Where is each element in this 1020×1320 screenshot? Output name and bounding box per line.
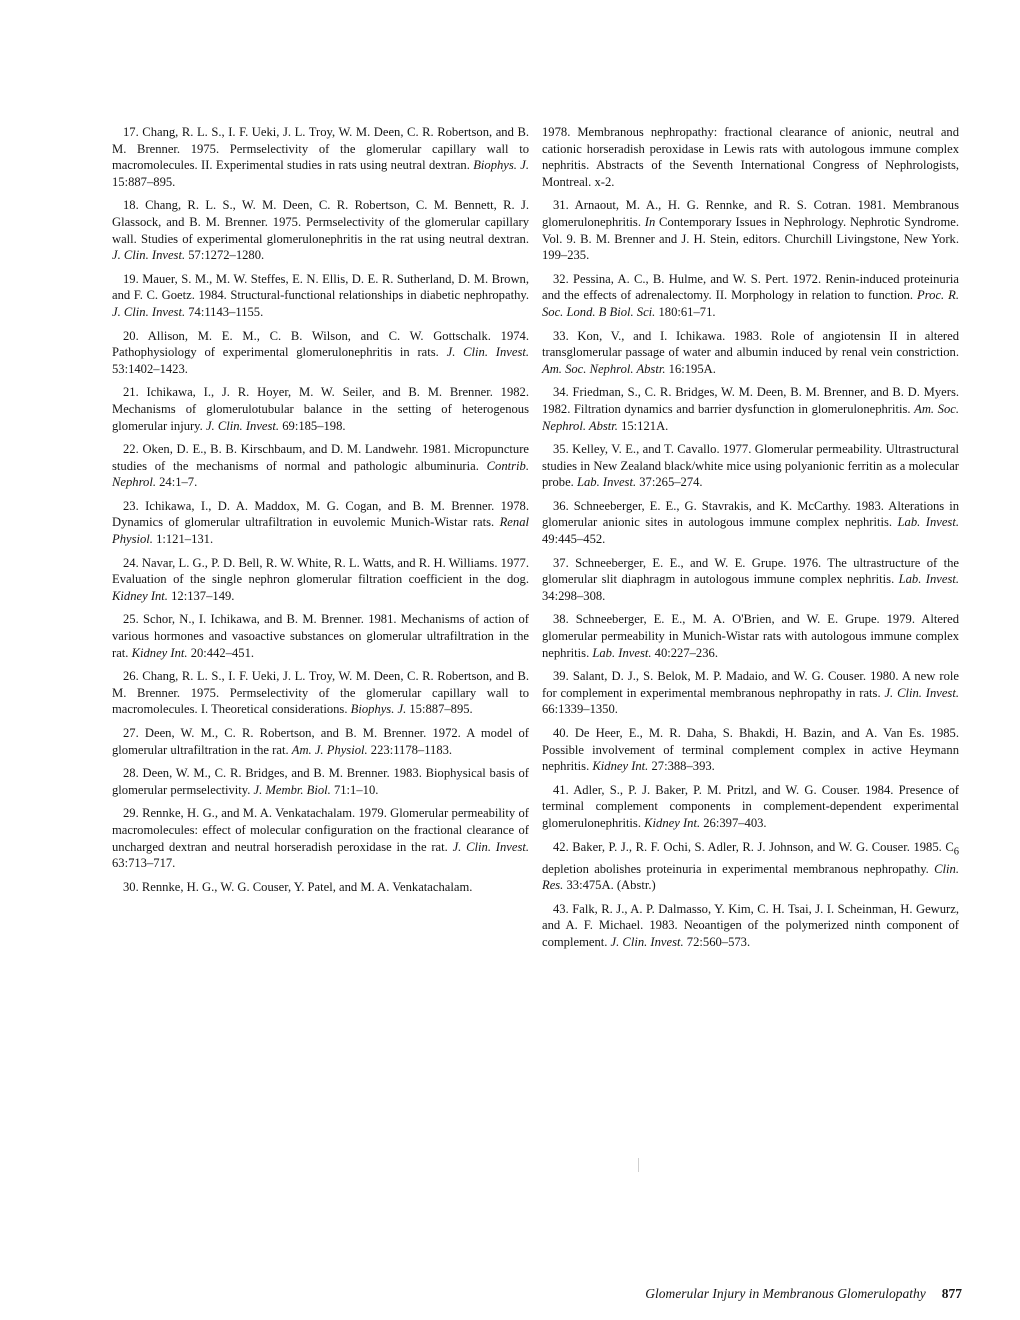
reference-journal: J. Clin. Invest. (884, 685, 959, 700)
reference-text: 33. Kon, V., and I. Ichikawa. 1983. Role of angiotensin II in altered transglomerular passage of water and albumin induced by renal vein constriction. (542, 328, 959, 360)
page-footer (0, 1286, 962, 1302)
reference-entry (112, 498, 529, 548)
reference-entry (112, 271, 529, 321)
reference-text: 27. Deen, W. M., C. R. Robertson, and B. M. Brenner. 1972. A model of glomerular ultrafiltration in the rat. (112, 726, 529, 757)
reference-text: 69:185–198. (279, 418, 346, 433)
reference-journal: In (644, 214, 656, 229)
reference-text: 20. Allison, M. E. M., C. B. Wilson, and C. W. Gottschalk. 1974. Pathophysiology of experimental glomerulonephritis in rats. (112, 328, 529, 360)
reference-journal: Biophys. J. (473, 158, 529, 173)
reference-entry (542, 384, 959, 434)
reference-entry (542, 328, 959, 378)
reference-text: 35. Kelley, V. E., and T. Cavallo. 1977. Glomerular permeability. Ultrastructural studies in New Zealand black/white mice using polyanionic ferritin as a molecular probe. (542, 442, 959, 490)
reference-journal: Kidney Int. (644, 815, 701, 830)
reference-entry (542, 901, 959, 951)
reference-text: 30. Rennke, H. G., W. G. Couser, Y. Patel, and M. A. Venkatachalam. (123, 879, 473, 894)
references-column-left (112, 124, 529, 902)
reference-text: 24:1–7. (155, 475, 198, 490)
reference-text: 43. Falk, R. J., A. P. Dalmasso, Y. Kim, C. H. Tsai, J. I. Scheinman, H. Gewurz, and A. F. Michael. 1983. Neoantigen of the polymerized ninth component of complement. (542, 901, 959, 950)
reference-journal: Am. Soc. Nephrol. Abstr. (542, 401, 959, 433)
reference-journal: J. Clin. Invest. (112, 248, 186, 263)
reference-text: 12:137–149. (167, 588, 235, 603)
reference-text: 53:1402–1423. (112, 361, 188, 376)
reference-text: 18. Chang, R. L. S., W. M. Deen, C. R. Robertson, C. M. Bennett, R. J. Glassock, and B. M. Brenner. 1975. Permselectivity of the glomerular capillary wall. Studies of experimental glomerulonephritis in the rat using neutral dextran. (112, 198, 529, 246)
reference-journal: Lab. Invest. (576, 475, 637, 490)
reference-entry (112, 879, 529, 896)
reference-entry (542, 668, 959, 718)
reference-text: 15:121A. (617, 418, 669, 433)
reference-text: 24. Navar, L. G., P. D. Bell, R. W. White, R. L. Watts, and R. H. Williams. 1977. Evaluation of the single nephron glomerular filtration coefficient in the dog. (112, 555, 529, 587)
reference-entry (542, 197, 959, 263)
reference-entry (542, 441, 959, 491)
reference-text: 40:227–236. (651, 645, 718, 660)
reference-journal: J. Membr. Biol. (253, 782, 331, 797)
reference-text: 15:887–895. (112, 174, 176, 189)
reference-entry (542, 611, 959, 661)
reference-text: 1:121–131. (152, 532, 214, 547)
reference-text: 20:442–451. (187, 645, 255, 660)
reference-text: 49:445–452. (542, 532, 606, 547)
references-column-right (542, 124, 959, 958)
reference-journal: J. Clin. Invest. (205, 418, 280, 433)
reference-entry (112, 805, 529, 871)
reference-text: 34:298–308. (542, 588, 606, 603)
reference-text: 37. Schneeberger, E. E., and W. E. Grupe. 1976. The ultrastructure of the glomerular slit diaphragm in autologous immune complex nephritis. (542, 555, 959, 587)
page-number: 877 (941, 1286, 962, 1301)
reference-journal: Lab. Invest. (897, 515, 959, 530)
reference-subscript: 6 (953, 846, 959, 858)
reference-entry (542, 498, 959, 548)
reference-journal: Contrib. Nephrol. (112, 458, 529, 490)
reference-text: 71:1–10. (330, 782, 379, 797)
reference-text: 40. De Heer, E., M. R. Daha, S. Bhakdi, H. Bazin, and A. Van Es. 1985. Possible involvement of terminal complement complex in active Heymann nephritis. (542, 726, 959, 774)
reference-text: 17. Chang, R. L. S., I. F. Ueki, J. L. Troy, W. M. Deen, C. R. Robertson, and B. M. Brenner. 1975. Permselectivity of the glomerular capillary wall to macromolecules. II. Experimental studies in rats using neutral dextran. (112, 125, 529, 173)
reference-entry (112, 765, 529, 798)
reference-text: 22. Oken, D. E., B. B. Kirschbaum, and D. M. Landwehr. 1981. Micropuncture studies of the mechanisms of normal and pathologic albuminuria. (112, 442, 529, 473)
reference-text: 42. Baker, P. J., R. F. Ochi, S. Adler, R. J. Johnson, and W. G. Couser. 1985. C (553, 839, 954, 854)
reference-text: 63:713–717. (112, 856, 176, 871)
reference-entry (542, 271, 959, 321)
reference-text: 23. Ichikawa, I., D. A. Maddox, M. G. Cogan, and B. M. Brenner. 1978. Dynamics of glomerular ultrafiltration in euvolemic Munich-Wistar rats. (112, 498, 529, 530)
reference-journal: Kidney Int. (131, 645, 188, 660)
reference-text: 33:475A. (Abstr.) (563, 878, 656, 893)
reference-entry (112, 328, 529, 378)
reference-entry (112, 725, 529, 758)
reference-text: 31. Arnaout, M. A., H. G. Rennke, and R. S. Cotran. 1981. Membranous glomerulonephritis. (542, 198, 959, 229)
reference-text: 21. Ichikawa, I., J. R. Hoyer, M. W. Seiler, and B. M. Brenner. 1982. Mechanisms of glomerulotubular balance in the setting of heterogenous glomerular injury. (112, 385, 529, 433)
reference-journal: Am. Soc. Nephrol. Abstr. (542, 361, 666, 376)
reference-text: 15:887–895. (406, 702, 473, 717)
reference-text: 72:560–573. (683, 935, 751, 950)
reference-entry (112, 384, 529, 434)
reference-text: 16:195A. (665, 361, 716, 376)
reference-text: 19. Mauer, S. M., M. W. Steffes, E. N. Ellis, D. E. R. Sutherland, D. M. Brown, and F. C. Goetz. 1984. Structural-functional relationships in diabetic nephropathy. (112, 271, 529, 303)
reference-journal: J. Clin. Invest. (452, 839, 530, 854)
reference-entry (542, 555, 959, 605)
reference-text: 29. Rennke, H. G., and M. A. Venkatachalam. 1979. Glomerular permeability of macromolecules: effect of molecular configuration on the fractional clearance of uncharged dextran and neutral horseradish peroxidase in the rat. (112, 806, 529, 854)
reference-text: 57:1272–1280. (185, 248, 265, 263)
reference-text: 34. Friedman, S., C. R. Bridges, W. M. Deen, B. M. Brenner, and B. D. Myers. 1982. Filtration dynamics and barrier dysfunction in glomerulonephritis. (542, 385, 959, 416)
reference-journal: Proc. R. Soc. Lond. B Biol. Sci. (542, 288, 960, 319)
reference-text: 41. Adler, S., P. J. Baker, P. M. Pritzl, and W. G. Couser. 1984. Presence of terminal complement components in complement-dependent experimental glomerulonephritis. (542, 782, 959, 830)
reference-journal: Lab. Invest. (898, 572, 959, 587)
reference-text: Contemporary Issues in Nephrology. Nephrotic Syndrome. Vol. 9. B. M. Brenner and J. H. Stein, editors. Churchill Livingstone, New York. 199–235. (542, 214, 959, 263)
reference-journal: Am. J. Physiol. (291, 742, 368, 757)
reference-entry (542, 124, 959, 190)
reference-text: 66:1339–1350. (542, 702, 618, 717)
reference-entry (112, 668, 529, 718)
reference-text: 32. Pessina, A. C., B. Hulme, and W. S. Pert. 1972. Renin-induced proteinuria and the effects of adrenalectomy. II. Morphology in relation to function. (542, 271, 959, 303)
reference-text: 38. Schneeberger, E. E., M. A. O'Brien, and W. E. Grupe. 1979. Altered glomerular permeability in Munich-Wistar rats with autologous immune complex nephritis. (542, 612, 959, 660)
reference-journal: Clin. Res. (542, 861, 959, 893)
scan-mark (638, 1158, 639, 1172)
reference-text: 1978. Membranous nephropathy: fractional clearance of anionic, neutral and cationic horseradish peroxidase in Lewis rats with autologous immune complex nephritis. Abstracts of the Seventh International Congress of Nephrologists, Montreal. x-2. (542, 125, 959, 189)
reference-entry (112, 124, 529, 190)
reference-entry (112, 611, 529, 661)
reference-text: 39. Salant, D. J., S. Belok, M. P. Madaio, and W. G. Couser. 1980. A new role for complement in experimental membranous nephropathy in rats. (542, 669, 959, 700)
reference-entry (112, 555, 529, 605)
reference-text: 223:1178–1183. (367, 742, 453, 757)
reference-journal: Renal Physiol. (112, 515, 529, 547)
reference-journal: Biophys. J. (350, 702, 407, 717)
reference-entry (542, 839, 959, 894)
reference-journal: J. Clin. Invest. (112, 304, 186, 319)
reference-entry (112, 441, 529, 491)
reference-journal: J. Clin. Invest. (610, 935, 684, 950)
reference-text: 27:388–393. (648, 759, 715, 774)
reference-journal: Lab. Invest. (592, 645, 652, 660)
reference-journal: Kidney Int. (112, 588, 168, 603)
reference-journal: Kidney Int. (592, 759, 649, 774)
reference-text: 26:397–403. (700, 815, 767, 830)
reference-text: 25. Schor, N., I. Ichikawa, and B. M. Brenner. 1981. Mechanisms of action of various hormones and vasoactive substances on glomerular ultrafiltration in the rat. (112, 612, 529, 660)
reference-text: 28. Deen, W. M., C. R. Bridges, and B. M. Brenner. 1983. Biophysical basis of glomerular permselectivity. (112, 766, 529, 797)
reference-entry (112, 197, 529, 263)
reference-text: 37:265–274. (636, 475, 703, 490)
reference-text: 74:1143–1155. (185, 304, 264, 319)
reference-text: 36. Schneeberger, E. E., G. Stavrakis, and K. McCarthy. 1983. Alterations in glomerular anionic sites in autologous immune complex nephritis. (542, 498, 959, 530)
reference-text: 180:61–71. (655, 304, 716, 319)
reference-text: depletion abolishes proteinuria in experimental membranous nephropathy. (542, 861, 935, 876)
running-title: Glomerular Injury in Membranous Glomerulopathy (645, 1286, 926, 1301)
reference-text: 26. Chang, R. L. S., I. F. Ueki, J. L. Troy, W. M. Deen, C. R. Robertson, and B. M. Brenner. 1975. Permselectivity of the glomerular capillary wall to macromolecules. I. Theoretical considerations. (112, 669, 529, 717)
reference-entry (542, 725, 959, 775)
reference-entry (542, 782, 959, 832)
reference-journal: J. Clin. Invest. (446, 345, 529, 360)
